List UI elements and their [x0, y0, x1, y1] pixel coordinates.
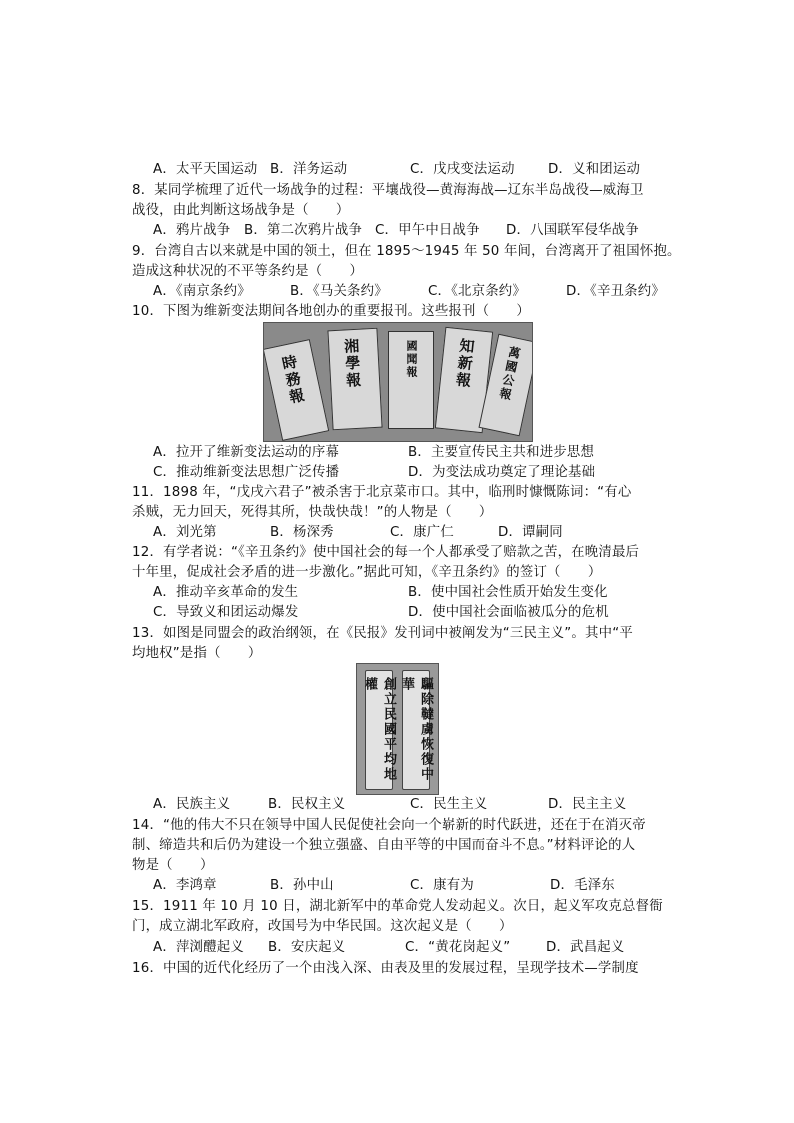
- q12-option-b: B．使中国社会性质开始发生变化: [408, 585, 608, 600]
- q11-stem-line2: 杀贼，无力回天，死得其所，快哉快哉！”的人物是（ ）: [132, 505, 493, 520]
- q15-option-c: C．“黄花岗起义”: [405, 940, 511, 955]
- q15-option-a: A．萍浏醴起义: [153, 940, 244, 955]
- newspapers-photo: [263, 322, 533, 442]
- q13-stem-line2: 均地权”是指（ ）: [132, 646, 262, 661]
- newspaper-label: 湘學報: [341, 337, 363, 390]
- tongmenghui-program-photo: [356, 663, 439, 795]
- q7-option-b: B．洋务运动: [270, 162, 348, 177]
- q14-option-a: A．李鸿章: [153, 878, 217, 893]
- q8-stem-line2: 战役，由此判断这场战争是（ ）: [132, 203, 350, 218]
- q15-option-b: B．安庆起义: [268, 940, 346, 955]
- q15-stem-line1: 15．1911 年 10 月 10 日，湖北新军中的革命党人发动起义。次日，起义军攻克总督衙: [132, 899, 663, 914]
- q12-option-d: D．使中国社会面临被瓜分的危机: [408, 605, 609, 620]
- newspaper-label: 時務報: [278, 353, 307, 407]
- newspaper-guowenbao: [388, 331, 434, 429]
- newspaper-label: 國聞報: [405, 340, 418, 379]
- q14-option-c: C．康有为: [410, 878, 474, 893]
- slogan-strip-right: [399, 670, 433, 790]
- q10-option-a: A．拉开了维新变法运动的序幕: [153, 445, 340, 460]
- q8-stem-line1: 8．某同学梳理了近代一场战争的过程：平壤战役—黄海海战—辽东半岛战役—威海卫: [132, 183, 644, 198]
- q12-stem-line1: 12．有学者说：“《辛丑条约》使中国社会的每一个人都承受了赔款之苦，在晚清最后: [132, 545, 640, 560]
- q8-option-d: D．八国联军侵华战争: [506, 223, 639, 238]
- slogan-text: 創立民國平均地權: [362, 677, 396, 782]
- q15-option-d: D．武昌起义: [546, 940, 625, 955]
- q9-option-d: D．《辛丑条约》: [566, 284, 665, 299]
- q9-option-b: B．《马关条约》: [290, 284, 388, 299]
- q13-option-a: A．民族主义: [153, 797, 231, 812]
- newspaper-shiwubao: [263, 339, 329, 441]
- q11-option-a: A．刘光第: [153, 525, 217, 540]
- q14-stem-line3: 物是（ ）: [132, 858, 214, 873]
- newspaper-label: 知新報: [453, 337, 477, 390]
- q11-stem-line1: 11．1898 年，“戊戌六君子”被杀害于北京菜市口。其中，临刑时慷慨陈词：“有心: [132, 485, 632, 500]
- q12-option-c: C．导致义和团运动爆发: [153, 605, 299, 620]
- q14-stem-line1: 14．“他的伟大不只在领导中国人民促使社会向一个崭新的时代跃进，还在于在消灭帝: [132, 818, 646, 833]
- q9-stem-line2: 造成这种状况的不平等条约是（ ）: [132, 264, 364, 279]
- q13-option-c: C．民生主义: [410, 797, 488, 812]
- slogan-text: 驅除韃虜恢復中華: [399, 677, 433, 782]
- q9-option-a: A．《南京条约》: [153, 284, 251, 299]
- q7-option-a: A．太平天国运动: [153, 162, 258, 177]
- q13-option-d: D．民主主义: [548, 797, 627, 812]
- q15-stem-line2: 门，成立湖北军政府，改国号为中华民国。这次起义是（ ）: [132, 919, 513, 934]
- q16-stem-line1: 16．中国的近代化经历了一个由浅入深、由表及里的发展过程，呈现学技术—学制度: [132, 961, 639, 976]
- newspaper-xiangxuebao: [327, 328, 382, 430]
- q9-option-c: C．《北京条约》: [428, 284, 526, 299]
- q10-option-b: B．主要宣传民主共和进步思想: [408, 445, 595, 460]
- slogan-strip-left: [362, 670, 396, 790]
- newspaper-label: 萬國公報: [496, 344, 522, 403]
- q13-option-b: B．民权主义: [268, 797, 346, 812]
- q11-option-d: D．谭嗣同: [498, 525, 563, 540]
- q9-stem-line1: 9．台湾自古以来就是中国的领土，但在 1895～1945 年 50 年间，台湾离开了祖国怀抱。: [132, 244, 681, 259]
- q10-option-d: D．为变法成功奠定了理论基础: [408, 465, 596, 480]
- q11-option-b: B．杨深秀: [270, 525, 334, 540]
- q14-stem-line2: 制、缔造共和后仍为建设一个独立强盛、自由平等的中国而奋斗不息。”材料评论的人: [132, 838, 636, 853]
- q7-option-d: D．义和团运动: [548, 162, 641, 177]
- q7-option-c: C．戊戌变法运动: [410, 162, 515, 177]
- q8-option-b: B．第二次鸦片战争: [244, 223, 363, 238]
- q14-option-d: D．毛泽东: [550, 878, 615, 893]
- q10-option-c: C．推动维新变法思想广泛传播: [153, 465, 340, 480]
- q13-stem-line1: 13．如图是同盟会的政治纲领，在《民报》发刊词中被阐发为“三民主义”。其中“平: [132, 626, 633, 641]
- q11-option-c: C．康广仁: [390, 525, 454, 540]
- q12-stem-line2: 十年里，促成社会矛盾的进一步激化。”据此可知，《辛丑条约》的签订（ ）: [132, 565, 602, 580]
- q12-option-a: A．推动辛亥革命的发生: [153, 585, 299, 600]
- q14-option-b: B．孙中山: [270, 878, 334, 893]
- q8-option-c: C．甲午中日战争: [375, 223, 480, 238]
- q8-option-a: A．鸦片战争: [153, 223, 231, 238]
- q10-stem-line1: 10．下图为维新变法期间各地创办的重要报刊。这些报刊（ ）: [132, 304, 530, 319]
